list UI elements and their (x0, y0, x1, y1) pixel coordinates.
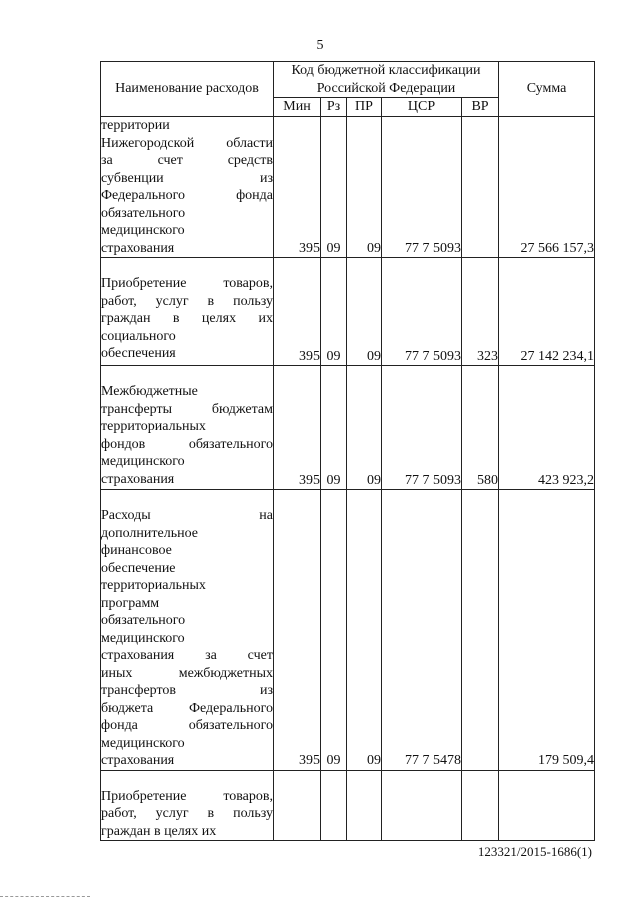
row-name-line: фондов обязательного (101, 436, 273, 452)
row-name-line: территориальных (101, 578, 206, 593)
header-vr: ВР (462, 98, 499, 117)
row-pr: 09 (347, 117, 382, 258)
row-csr: 77 7 5093 (382, 117, 462, 258)
row-sum: 179 509,4 (499, 490, 595, 771)
row-name-line: обеспечение (101, 560, 176, 576)
row-name-line: программ (101, 595, 160, 611)
table-row (101, 117, 595, 258)
row-name (101, 770, 274, 841)
row-name-line: дополнительное (101, 525, 198, 541)
row-vr (462, 117, 499, 258)
row-name-line: иных межбюджетных (101, 665, 273, 681)
header-rz: Рз (321, 98, 347, 117)
row-pr: 09 (347, 258, 382, 366)
row-name (101, 366, 274, 490)
row-name-line: трансферты бюджетам (101, 401, 273, 417)
row-csr: 77 7 5093 (382, 258, 462, 366)
row-name-line: медицинского (101, 630, 185, 646)
row-sum: 27 142 234,1 (499, 258, 595, 366)
row-rz: 09 (321, 258, 347, 366)
row-csr (382, 770, 462, 841)
table-row (101, 366, 595, 490)
row-name-line: работ, услуг в пользу (101, 293, 273, 309)
row-name-line: фонда обязательного (101, 718, 273, 733)
header-csr: ЦСР (382, 98, 462, 117)
header-code-group: Код бюджетной классификации Российской Федерации (274, 62, 499, 98)
row-min: 395 (274, 490, 321, 771)
row-name (101, 117, 274, 258)
row-min: 395 (274, 258, 321, 366)
row-name-line: субвенции из (101, 170, 273, 186)
row-name-line: финансовое (101, 543, 172, 558)
row-name-line: Приобретение товаров, (101, 276, 273, 291)
row-name-line: медицинского (101, 223, 185, 238)
row-rz: 09 (321, 117, 347, 258)
table-row (101, 258, 595, 366)
row-name-line: Федерального фонда (101, 188, 273, 203)
row-name-line: бюджета Федерального (101, 700, 273, 716)
row-vr: 323 (462, 258, 499, 366)
row-name-line: медицинского (101, 735, 185, 751)
page-number: 5 (316, 38, 324, 53)
row-name-line: Межбюджетные (101, 384, 198, 399)
row-sum: 423 923,2 (499, 366, 595, 490)
row-name-line: Расходы на (101, 508, 273, 523)
row-vr: 580 (462, 366, 499, 490)
row-name-line: Нижегородской области (101, 135, 273, 151)
row-sum (499, 770, 595, 841)
table-row (101, 770, 595, 841)
row-name-line: социального (101, 328, 176, 344)
scan-mark (0, 896, 90, 899)
row-rz: 09 (321, 490, 347, 771)
row-min: 395 (274, 117, 321, 258)
row-name-line: страхования (101, 240, 175, 256)
row-name-line: за счет средств (101, 153, 273, 168)
header-min: Мин (274, 98, 321, 117)
row-pr: 09 (347, 490, 382, 771)
row-pr (347, 770, 382, 841)
row-name-line: территориальных (101, 419, 206, 434)
row-name-line: территории (101, 118, 170, 133)
table-row (101, 490, 595, 771)
row-csr: 77 7 5093 (382, 366, 462, 490)
row-name-line: граждан в целях их (101, 311, 273, 326)
row-csr: 77 7 5478 (382, 490, 462, 771)
row-name (101, 490, 274, 771)
row-name-line: Приобретение товаров, (101, 788, 273, 804)
row-name-line: обязательного (101, 613, 186, 628)
row-pr: 09 (347, 366, 382, 490)
header-name: Наименование расходов (101, 62, 274, 117)
row-sum: 27 566 157,3 (499, 117, 595, 258)
header-sum: Сумма (499, 62, 595, 117)
row-name-line: обеспечения (101, 346, 176, 361)
row-name-line: работ, услуг в пользу (101, 806, 273, 821)
row-name-line: страхования (101, 753, 175, 768)
row-name-line: граждан в целях их (101, 823, 217, 839)
row-name-line: медицинского (101, 454, 185, 469)
row-name-line: трансфертов из (101, 683, 273, 698)
row-name-line: страхования (101, 471, 175, 487)
row-rz: 09 (321, 366, 347, 490)
budget-table (100, 61, 595, 841)
row-min (274, 770, 321, 841)
row-name-line: страхования за счет (101, 648, 273, 663)
row-name-line: обязательного (101, 205, 186, 221)
row-rz (321, 770, 347, 841)
row-vr (462, 770, 499, 841)
footer-document-code: 123321/2015-1686(1) (477, 844, 592, 859)
row-name (101, 258, 274, 366)
row-vr (462, 490, 499, 771)
header-pr: ПР (347, 98, 382, 117)
row-min: 395 (274, 366, 321, 490)
